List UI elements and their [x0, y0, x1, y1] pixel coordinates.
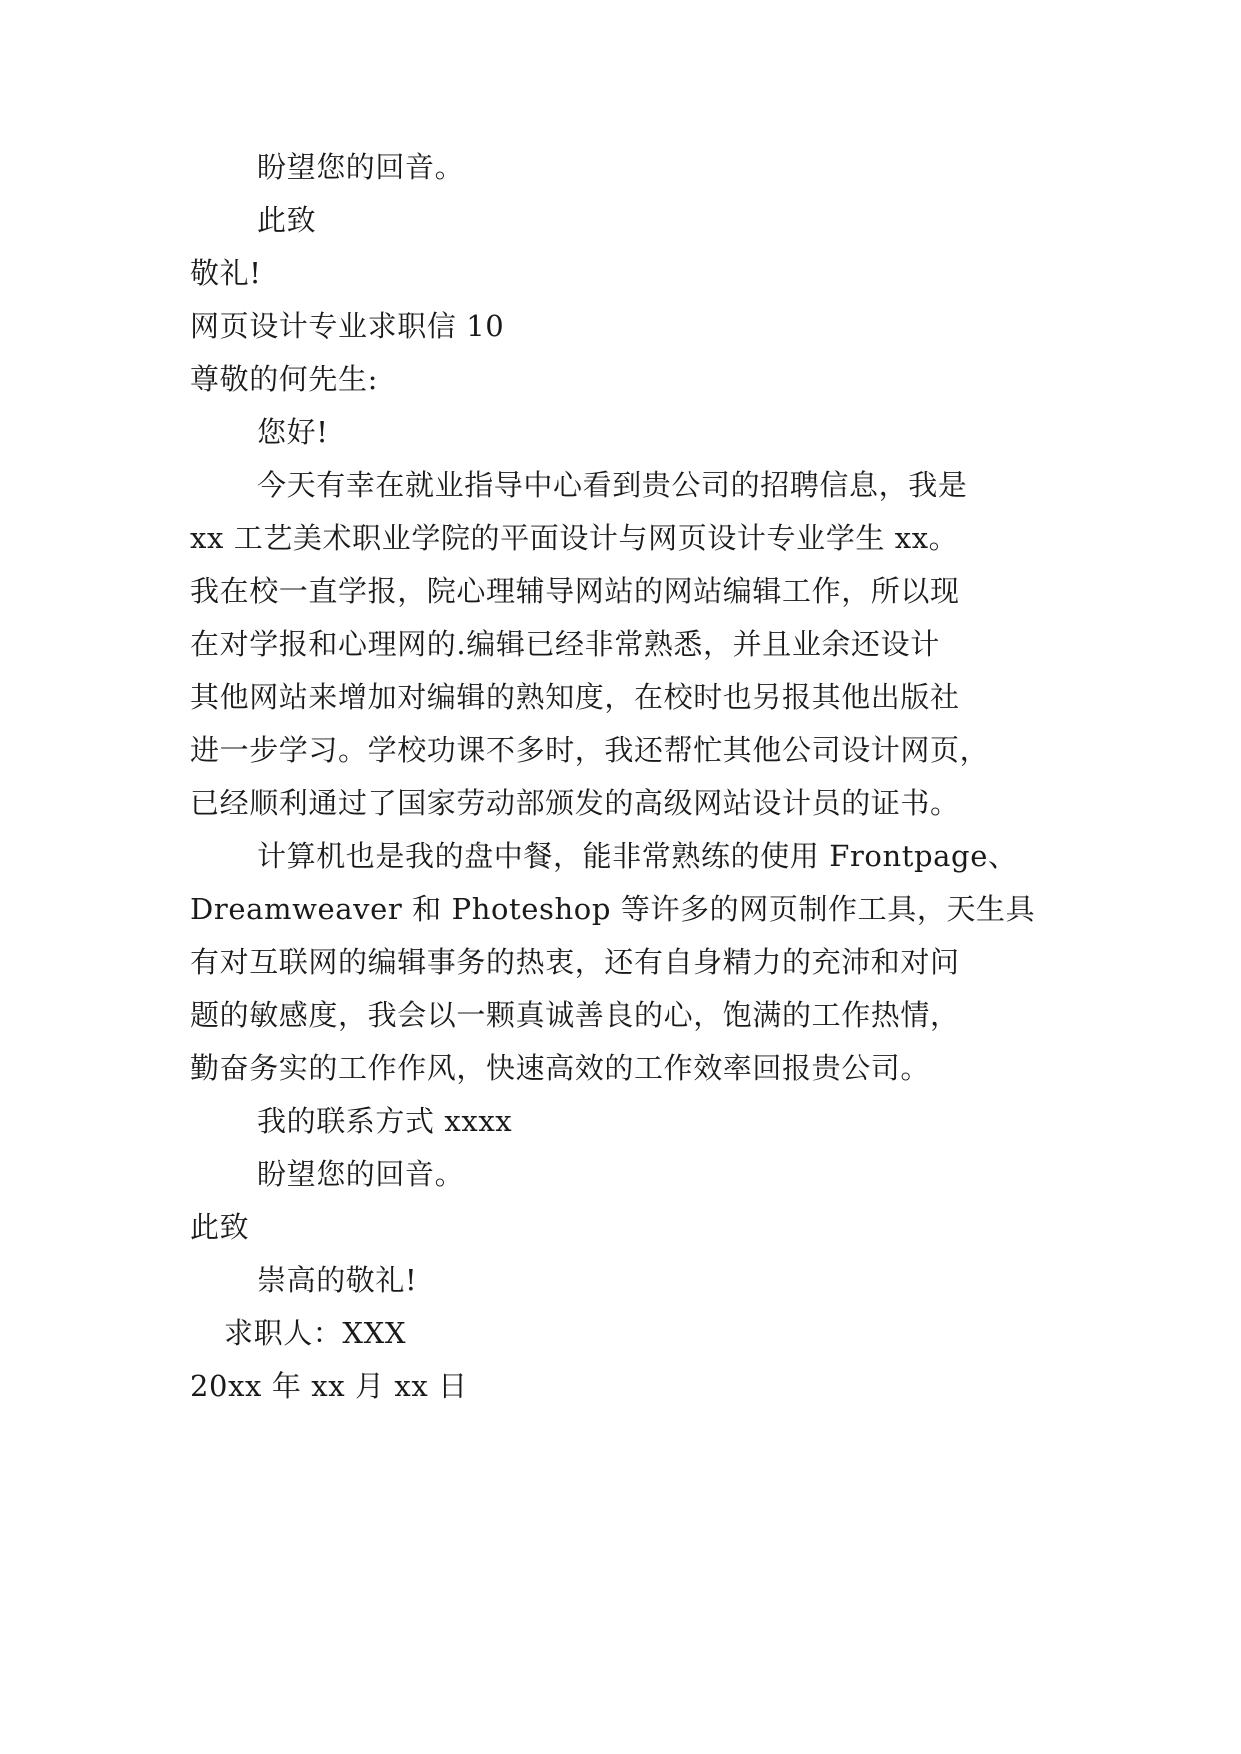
closing-hope: 盼望您的回音。: [257, 1157, 465, 1191]
para1-line: 进一步学习。学校功课不多时，我还帮忙其他公司设计网页，: [190, 733, 990, 767]
salutation-close: 此致: [190, 1210, 250, 1244]
para1-line: 已经顺利通过了国家劳动部颁发的高级网站设计员的证书。: [190, 786, 960, 820]
letter-greeting: 尊敬的何先生:: [190, 362, 378, 396]
para1-line: 我在校一直学报，院心理辅导网站的网站编辑工作，所以现: [190, 574, 960, 608]
letter-date: 20xx 年 xx 月 xx 日: [190, 1369, 468, 1403]
contact-line: 我的联系方式 xxxx: [257, 1104, 513, 1138]
para2-line: 有对互联网的编辑事务的热衷，还有自身精力的充沛和对问: [190, 945, 960, 979]
prev-respect: 敬礼!: [190, 256, 262, 290]
prev-salutation-close: 此致: [257, 203, 317, 237]
para2-line: 计算机也是我的盘中餐，能非常熟练的使用 Frontpage、: [257, 839, 1018, 873]
para1-line: 在对学报和心理网的.编辑已经非常熟悉，并且业余还设计: [190, 627, 940, 661]
para2-line: 题的敏感度，我会以一颗真诚善良的心，饱满的工作热情，: [190, 998, 960, 1032]
para2-line: Dreamweaver 和 Photeshop 等许多的网页制作工具，天生具: [190, 892, 1036, 926]
prev-closing-hope: 盼望您的回音。: [257, 150, 465, 184]
para1-line: xx 工艺美术职业学院的平面设计与网页设计专业学生 xx。: [190, 521, 959, 555]
para1-line: 今天有幸在就业指导中心看到贵公司的招聘信息，我是: [257, 468, 968, 502]
respect-line: 崇高的敬礼!: [257, 1263, 418, 1297]
para1-line: 其他网站来增加对编辑的熟知度，在校时也另报其他出版社: [190, 680, 960, 714]
para2-line: 勤奋务实的工作作风，快速高效的工作效率回报贵公司。: [190, 1051, 931, 1085]
letter-title: 网页设计专业求职信 10: [190, 309, 505, 343]
applicant-signature: 求职人：XXX: [224, 1316, 407, 1350]
letter-hello: 您好!: [257, 415, 329, 449]
